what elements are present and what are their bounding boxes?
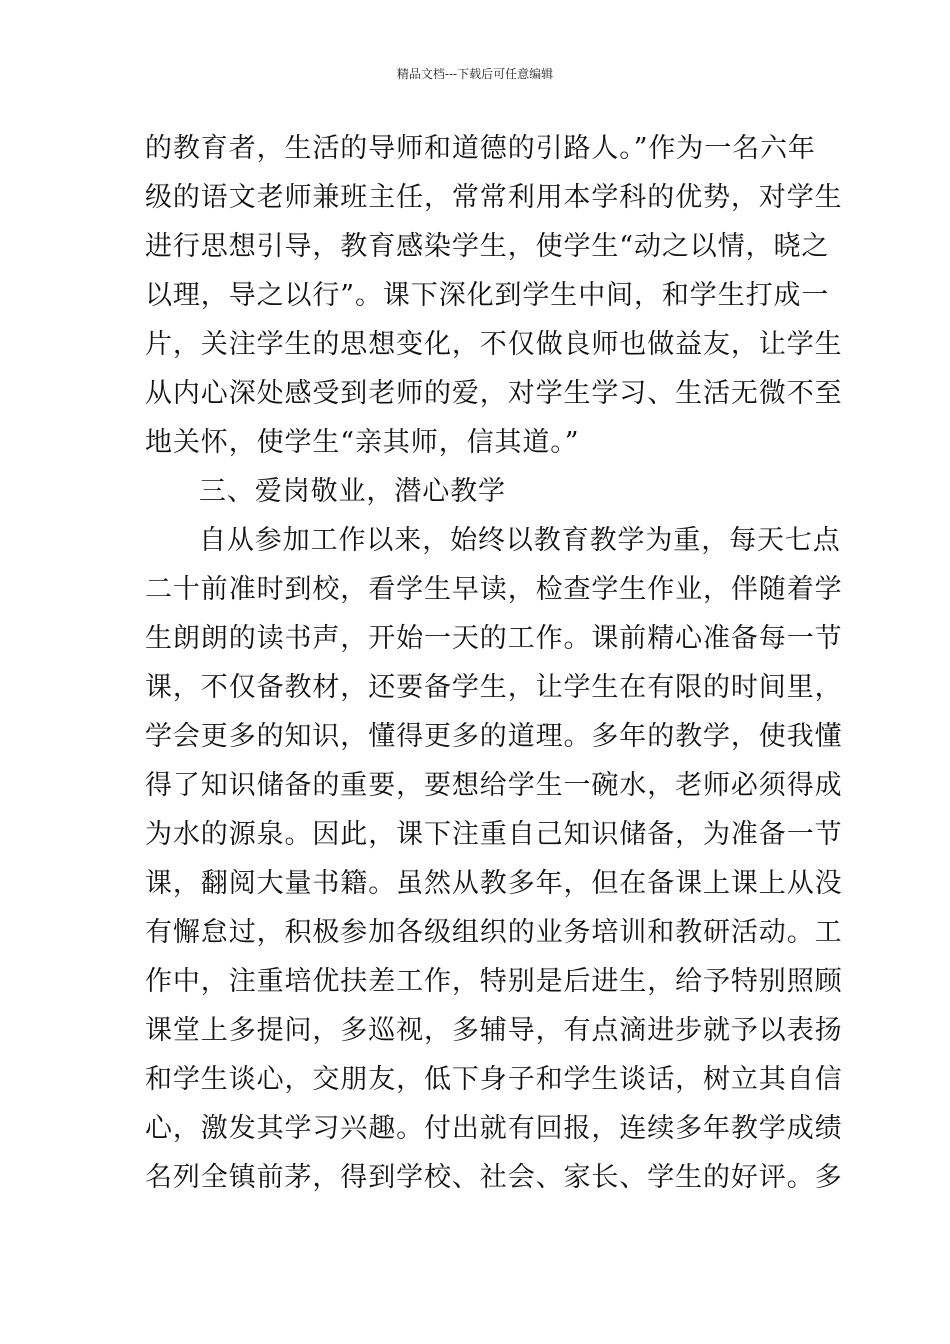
section-heading: 三、爱岗敬业，潜心教学 bbox=[199, 476, 506, 507]
text-line: 片，关注学生的思想变化，不仅做良师也做益友，让学生 bbox=[145, 329, 843, 360]
text-line: 名列全镇前茅，得到学校、社会、家长、学生的好评。多 bbox=[145, 1162, 843, 1193]
page-header: 精品文档---下载后可任意编辑 bbox=[396, 67, 554, 81]
text-line: 以理，导之以行”。课下深化到学生中间，和学生打成一 bbox=[145, 280, 830, 311]
text-line: 课，不仅备教材，还要备学生，让学生在有限的时间里， bbox=[145, 672, 843, 703]
text-line: 进行思想引导，教育感染学生，使学生“动之以情，晓之 bbox=[145, 231, 830, 262]
paragraph-first-line: 自从参加工作以来，始终以教育教学为重，每天七点 bbox=[199, 525, 841, 556]
text-line: 心，激发其学习兴趣。付出就有回报，连续多年教学成绩 bbox=[145, 1113, 843, 1144]
body-text bbox=[145, 124, 843, 1202]
text-line: 有懈怠过，积极参加各级组织的业务培训和教研活动。工 bbox=[145, 917, 843, 948]
text-line: 得了知识储备的重要，要想给学生一碗水，老师必须得成 bbox=[145, 770, 843, 801]
text-line: 二十前准时到校，看学生早读，检查学生作业，伴随着学 bbox=[145, 574, 843, 605]
text-line: 生朗朗的读书声，开始一天的工作。课前精心准备每一节 bbox=[145, 623, 843, 654]
text-line: 级的语文老师兼班主任，常常利用本学科的优势，对学生 bbox=[145, 182, 843, 213]
text-line: 作中，注重培优扶差工作，特别是后进生，给予特别照顾 bbox=[145, 966, 843, 997]
text-line: 的教育者，生活的导师和道德的引路人。”作为一名六年 bbox=[145, 133, 816, 164]
text-line: 课堂上多提问，多巡视，多辅导，有点滴进步就予以表扬 bbox=[145, 1015, 843, 1046]
text-line: 课，翻阅大量书籍。虽然从教多年，但在备课上课上从没 bbox=[145, 868, 843, 899]
text-line: 从内心深处感受到老师的爱，对学生学习、生活无微不至 bbox=[145, 378, 843, 409]
text-line: 地关怀，使学生“亲其师，信其道。” bbox=[145, 427, 580, 458]
text-line: 和学生谈心，交朋友，低下身子和学生谈话，树立其自信 bbox=[145, 1064, 843, 1095]
text-line: 学会更多的知识，懂得更多的道理。多年的教学，使我懂 bbox=[145, 721, 843, 752]
text-line: 为水的源泉。因此，课下注重自己知识储备，为准备一节 bbox=[145, 819, 843, 850]
